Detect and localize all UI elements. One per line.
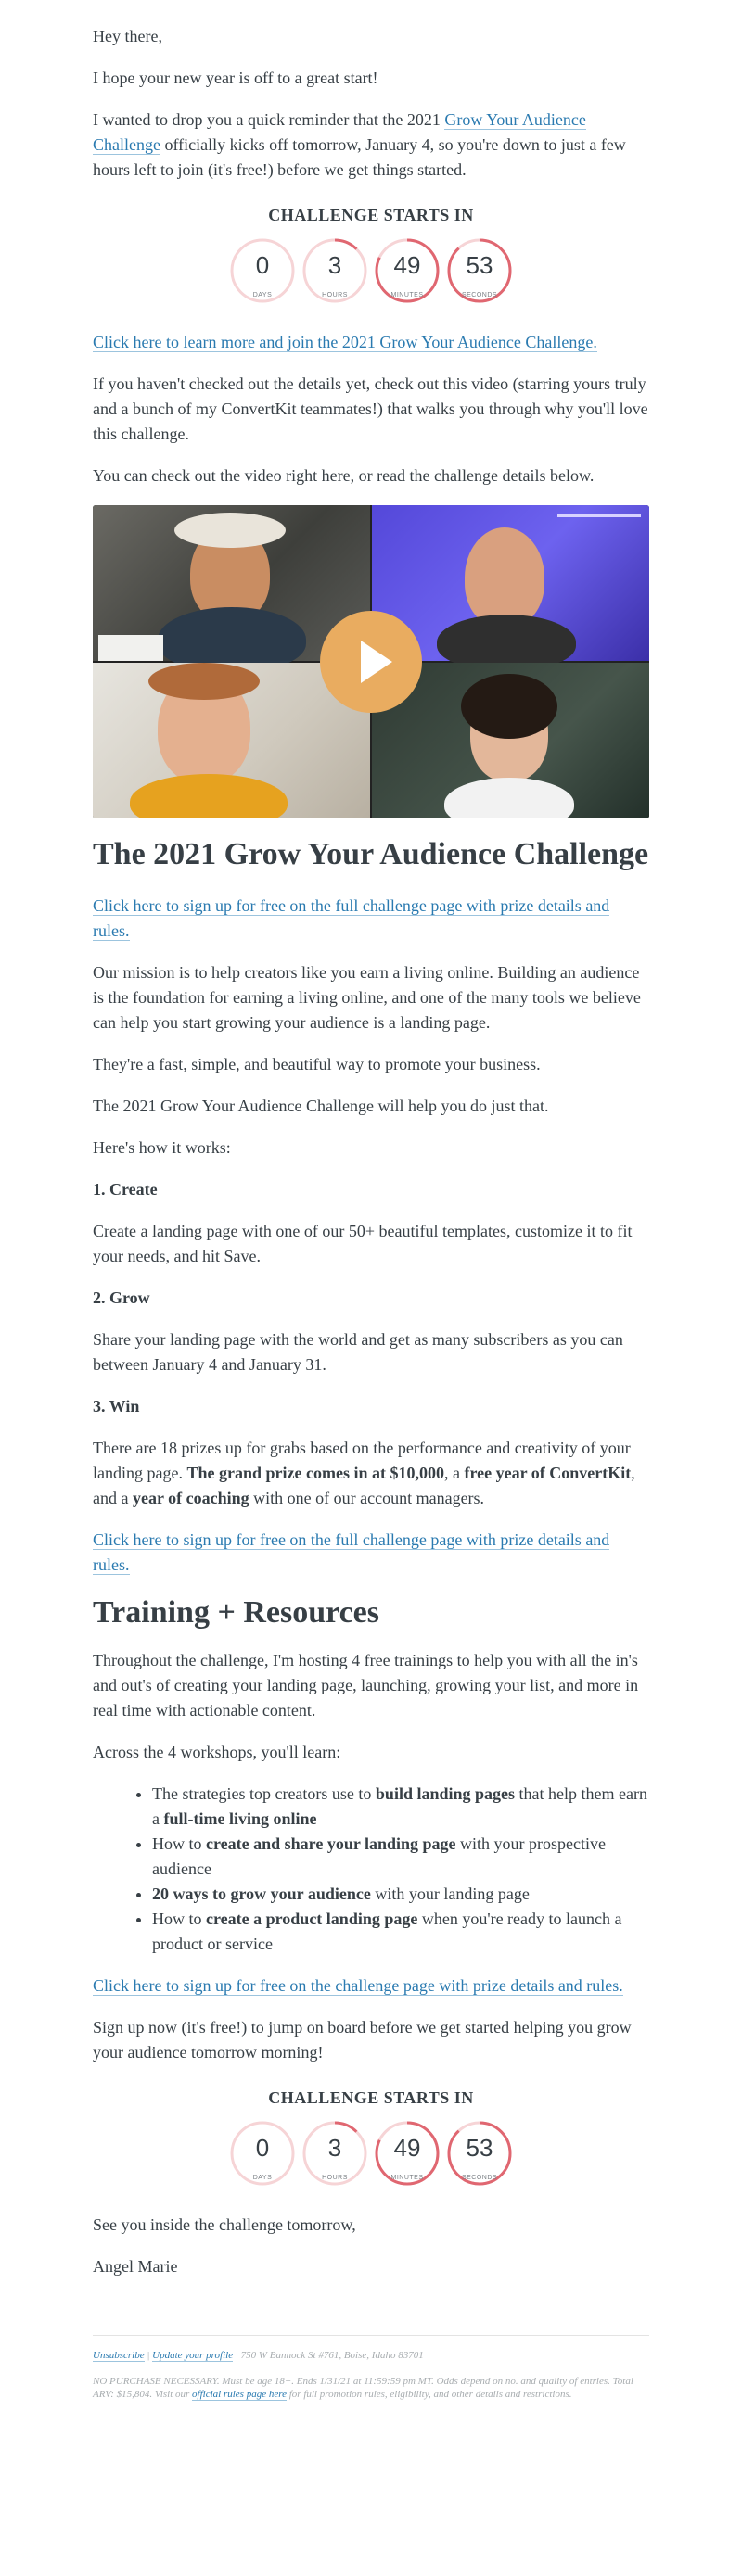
workshop-list <box>93 1782 649 1957</box>
list-item: • The strategies top creators use to build landing pages that help them earn a full-time living online <box>152 1782 649 1832</box>
countdown-unit-label: DAYS <box>252 292 273 298</box>
countdown-unit-label: HOURS <box>322 292 348 298</box>
learn-more-link[interactable]: Click here to learn more and join the 2021 Grow Your Audience Challenge. <box>93 333 597 351</box>
step-grow-title: 2. Grow <box>93 1288 150 1307</box>
countdown-unit-label: MINUTES <box>390 2175 424 2181</box>
reminder-paragraph <box>93 108 649 183</box>
unsubscribe-link[interactable]: Unsubscribe <box>93 2350 145 2361</box>
signup-link-3[interactable]: Click here to sign up for free on the challenge page with prize details and rules. <box>93 1976 623 1995</box>
footer-legal <box>93 2375 649 2401</box>
signup-link-1[interactable]: Click here to sign up for free on the full challenge page with prize details and rules. <box>93 896 610 940</box>
intro-paragraph: I hope your new year is off to a great start! <box>93 69 378 87</box>
countdown-value: 49 <box>393 2134 421 2162</box>
countdown-row <box>93 2120 649 2187</box>
video-thumbnail[interactable] <box>93 505 649 818</box>
countdown-value: 49 <box>393 251 421 279</box>
countdown-title: CHALLENGE STARTS IN <box>268 206 474 224</box>
footer <box>93 2335 649 2401</box>
countdown-unit-label: HOURS <box>322 2175 348 2181</box>
countdown-unit-label: MINUTES <box>390 292 424 298</box>
countdown-hours <box>301 2120 368 2187</box>
countdown-title: CHALLENGE STARTS IN <box>268 2088 474 2107</box>
footer-separator: | <box>144 2350 153 2361</box>
list-item: • 20 ways to grow your audience with your landing page <box>152 1882 649 1907</box>
countdown-value: 0 <box>255 2134 270 2162</box>
win-grand-prize: The grand prize comes in at $10,000 <box>186 1464 444 1482</box>
win-text-2: , a <box>443 1464 465 1482</box>
challenge-heading: The 2021 Grow Your Audience Challenge <box>93 837 649 871</box>
countdown-value: 0 <box>255 251 270 279</box>
countdown-minutes <box>374 237 441 304</box>
countdown-value: 53 <box>466 2134 493 2162</box>
countdown-unit-label: SECONDS <box>461 2175 498 2181</box>
training-heading: Training + Resources <box>93 1595 380 1630</box>
signup-link-2[interactable]: Click here to sign up for free on the full challenge page with prize details and rules. <box>93 1530 610 1574</box>
countdown-row <box>93 237 649 304</box>
mission-paragraph: Our mission is to help creators like you earn a living online. Building an audience is the foundation for earning a living online, and one of the many tools we believe can help you start growing your audience is a landing page. <box>93 963 641 1032</box>
video-intro-paragraph: If you haven't checked out the details yet, check out this video (starring yours truly and a bunch of my ConvertKit teammates!) that walks you through why you'll love this challenge. <box>93 374 648 443</box>
update-profile-link[interactable]: Update your profile <box>152 2350 234 2361</box>
countdown-value: 53 <box>466 251 493 279</box>
legal-text-end: for full promotion rules, eligibility, and other details and restrictions. <box>286 2389 572 2400</box>
reminder-text: I wanted to drop you a quick reminder that the 2021 <box>93 110 445 129</box>
reminder-text-end: officially kicks off tomorrow, January 4, so you're down to just a few hours left to join (it's free!) before we get things started. <box>93 135 626 179</box>
step-win-text <box>93 1436 649 1511</box>
step-create-title: 1. Create <box>93 1180 158 1199</box>
training-intro-paragraph: Throughout the challenge, I'm hosting 4 free trainings to help you with all the in's and out's of creating your landing page, launching, growing your list, and more in real time with actionable content. <box>93 1651 639 1719</box>
challenge-link[interactable]: Grow Your Audience Challenge <box>93 110 586 154</box>
step-win-title: 3. Win <box>93 1397 140 1415</box>
countdown-seconds <box>446 237 513 304</box>
win-coaching: year of coaching <box>132 1489 249 1507</box>
win-text-3: , and a <box>93 1464 635 1507</box>
win-text-4: with one of our account managers. <box>249 1489 485 1507</box>
countdown-unit-label: SECONDS <box>461 292 498 298</box>
play-icon[interactable] <box>320 611 422 713</box>
see-you-paragraph: See you inside the challenge tomorrow, <box>93 2215 356 2234</box>
fast-paragraph: They're a fast, simple, and beautiful way to promote your business. <box>93 1055 541 1073</box>
win-free-year: free year of ConvertKit <box>464 1464 632 1482</box>
countdown-days <box>229 237 296 304</box>
step-grow-text: Share your landing page with the world and get as many subscribers as you can between January 4 and January 31. <box>93 1330 623 1374</box>
signup-now-paragraph: Sign up now (it's free!) to jump on board before we get started helping you grow your audience tomorrow morning! <box>93 2018 632 2062</box>
greeting: Hey there, <box>93 27 162 45</box>
step-create-text: Create a landing page with one of our 50+ beautiful templates, customize it to fit your needs, and hit Save. <box>93 1222 633 1265</box>
list-item: • How to create a product landing page when you're ready to launch a product or service <box>152 1907 649 1957</box>
help-paragraph: The 2021 Grow Your Audience Challenge will help you do just that. <box>93 1097 549 1115</box>
countdown-timer-bottom <box>93 2086 649 2187</box>
footer-address: | 750 W Bannock St #761, Boise, Idaho 83701 <box>233 2350 424 2361</box>
training-learn-paragraph: Across the 4 workshops, you'll learn: <box>93 1743 341 1761</box>
countdown-unit-label: DAYS <box>252 2175 273 2181</box>
countdown-hours <box>301 237 368 304</box>
official-rules-link[interactable]: official rules page here <box>192 2389 287 2400</box>
footer-links <box>93 2349 649 2362</box>
signature: Angel Marie <box>93 2257 178 2276</box>
win-text-1: There are 18 prizes up for grabs based on the performance and creativity of your landing page. <box>93 1439 631 1482</box>
how-it-works-paragraph: Here's how it works: <box>93 1138 231 1157</box>
countdown-days <box>229 2120 296 2187</box>
countdown-value: 3 <box>327 2134 342 2162</box>
countdown-value: 3 <box>327 251 342 279</box>
countdown-timer-top <box>93 203 649 304</box>
countdown-minutes <box>374 2120 441 2187</box>
video-cta-paragraph: You can check out the video right here, or read the challenge details below. <box>93 466 595 485</box>
email-body <box>93 0 649 2401</box>
countdown-seconds <box>446 2120 513 2187</box>
list-item: • How to create and share your landing page with your prospective audience <box>152 1832 649 1882</box>
legal-text: NO PURCHASE NECESSARY. Must be age 18+. Ends 1/31/21 at 11:59:59 pm MT. Odds depend on no. and quality of entries. Total ARV: $15,804. Visit our <box>93 2376 633 2400</box>
